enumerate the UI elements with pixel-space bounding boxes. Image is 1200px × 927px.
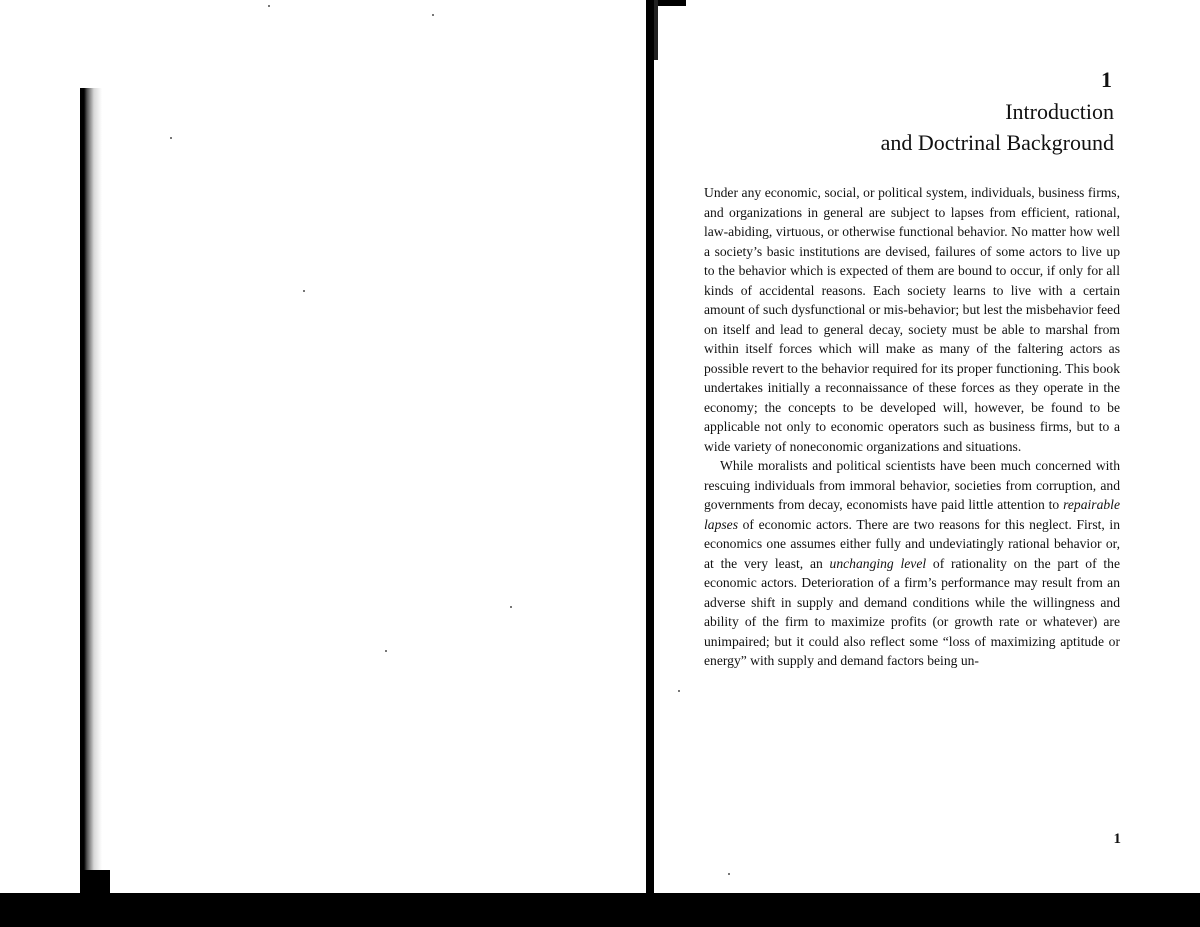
book-gutter	[646, 0, 654, 927]
scan-bottom-border	[0, 893, 1200, 927]
scan-speck	[432, 14, 434, 16]
scan-speck	[385, 650, 387, 652]
scan-speck	[268, 5, 270, 7]
chapter-number: 1	[1101, 67, 1112, 92]
italic-phrase: unchanging level	[829, 555, 927, 571]
gutter-edge-shadow	[654, 0, 658, 60]
left-page-binding-shadow	[80, 88, 102, 896]
text-run: of economic actors. There are two reasons for this neglect. First, in economics one assumes either fully and undeviatingly rational behavior or, at the very least, an	[704, 516, 1120, 571]
text-run: of rationality on the part of the economic actors. Deterioration of a firm’s performance may result from an adverse shift in supply and demand conditions while the willingness and ability of the firm to maximize profits (or growth rate or whatever) are unimpaired; but it could also reflect some “loss of maximizing aptitude or energy” with supply and demand factors being un-	[704, 555, 1120, 668]
scan-speck	[678, 690, 680, 692]
scan-speck	[170, 137, 172, 139]
gutter-notch	[654, 0, 686, 6]
page-number: 1	[1113, 831, 1121, 847]
text-run: Under any economic, social, or political system, individuals, business firms, and organizations in general are subject to lapses from efficient, rational, law-abiding, virtuous, or otherwise functional behavior. No matter how well a society’s basic institutions are devised, failures of some actors to live up to the behavior which is expected of them are bound to occur, if only for all kinds of accidental reasons. Each society learns to live with a certain amount of such dysfunctional or mis-behavior; but lest the misbehavior feed on itself and lead to general decay, society must be able to marshal from within itself forces which will make as many of the faltering actors as possible revert to the behavior required for its proper functioning. This book undertakes initially a reconnaissance of these forces as they operate in the economy; the concepts to be developed will, however, be found to be applicable not only to economic operators such as business firms, but to a wide variety of noneconomic organizations and situations.	[704, 185, 1120, 454]
chapter-title-line-1: Introduction	[1005, 99, 1114, 124]
scan-speck	[303, 290, 305, 292]
scan-speck	[728, 873, 730, 875]
italic-phrase: repairable lapses	[704, 497, 1120, 532]
scan-speck	[510, 606, 512, 608]
body-text	[704, 183, 1120, 671]
chapter-title	[881, 96, 1114, 158]
body-paragraph	[704, 183, 1120, 456]
chapter-title-line-2: and Doctrinal Background	[880, 130, 1114, 155]
body-paragraph	[704, 456, 1120, 671]
text-run: While moralists and political scientists have been much concerned with rescuing individuals from immoral behavior, societies from corruption, and governments from decay, economists have paid little attention to	[704, 458, 1120, 512]
